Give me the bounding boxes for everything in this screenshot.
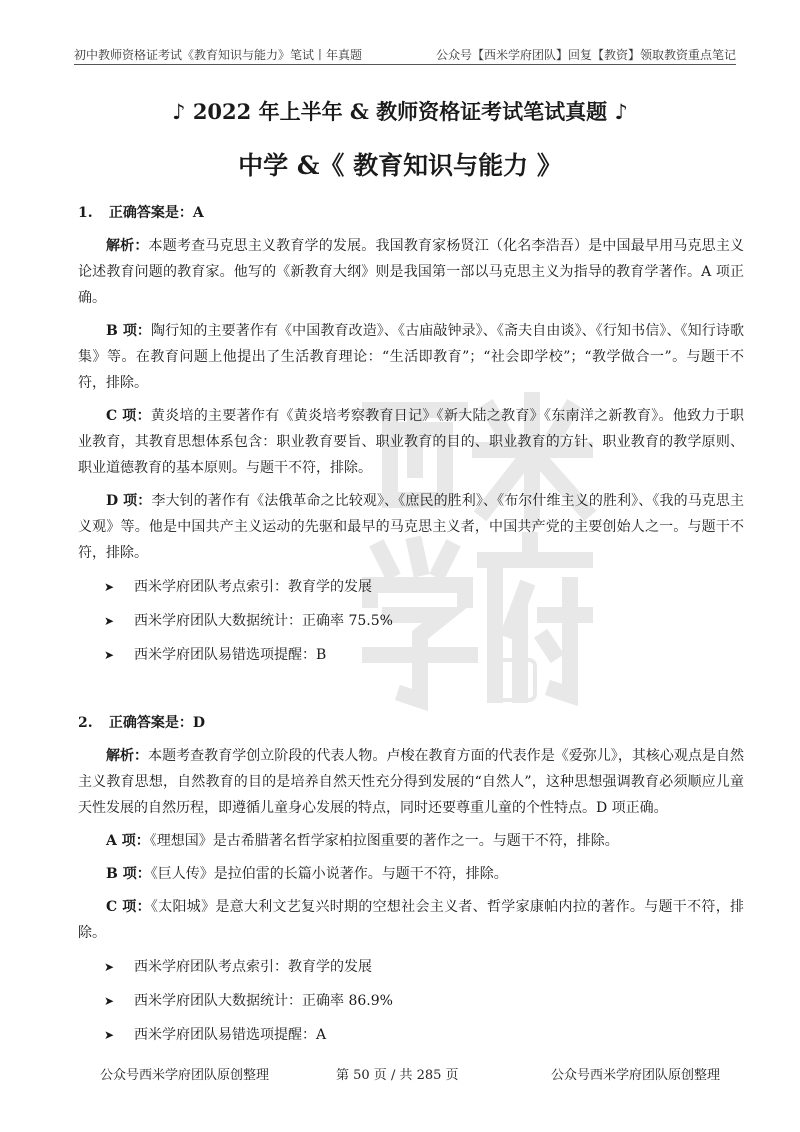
question-1-number: 1. [78,205,93,221]
analysis-label: 解析： [106,748,149,764]
footer-left-text: 公众号西米学府团队原创整理 [100,1068,270,1083]
question-2-option-b [78,861,744,887]
question-1-option-d [78,488,744,566]
option-label: C 项： [106,899,151,915]
question-2-analysis [78,743,744,821]
document-subtitle: 中学 &《 教育知识与能力 》 [238,151,562,180]
question-1-option-c [78,403,744,481]
arrow-bullet-icon: ➤ [104,614,115,628]
option-label: A 项： [106,833,150,849]
note-item: ➤ 西米学府团队考点索引：教育学的发展 [78,954,744,980]
question-2 [78,710,744,1048]
header-left-text: 初中教师资格证考试《教育知识与能力》笔试丨年真题 [74,48,363,62]
option-text: 《理想国》是古希腊著名哲学家柏拉图重要的著作之一。与题干不符，排除。 [149,833,619,849]
question-2-answer: 正确答案是：D [108,715,206,731]
note-item: ➤ 西米学府团队大数据统计：正确率 75.5% [78,608,744,634]
note-item: ➤ 西米学府团队易错选项提醒：A [78,1022,744,1048]
option-text: 黄炎培的主要著作有《黄炎培考察教育日记》《新大陆之教育》《东南洋之新教育》。他致力于职业教育，其教育思想体系包含：职业教育要旨、职业教育的目的、职业教育的方针、职业教育的教学原则、职业道德教育的基本原则。与题干不符，排除。 [78,408,744,476]
option-label: C 项： [106,408,151,424]
analysis-label: 解析： [106,238,149,254]
question-1-heading [78,200,744,226]
note-item: ➤ 西米学府团队大数据统计：正确率 86.9% [78,988,744,1014]
option-label: B 项： [106,323,152,339]
question-2-option-a [78,828,744,854]
page-header [74,44,736,65]
option-text: 《太阳城》是意大利文艺复兴时期的空想社会主义者、哲学家康帕内拉的著作。与题干不符，排除。 [78,899,744,941]
note-item: ➤ 西米学府团队考点索引：教育学的发展 [78,574,744,600]
arrow-bullet-icon: ➤ [104,960,115,974]
question-2-heading [78,710,744,736]
option-text: 李大钊的著作有《法俄革命之比较观》、《庶民的胜利》、《布尔什维主义的胜利》、《我的马克思主义观》等。他是中国共产主义运动的先驱和最早的马克思主义者，中国共产党的主要创始人之一。与题干不符，排除。 [78,493,745,561]
analysis-text: 本题考查教育学创立阶段的代表人物。卢梭在教育方面的代表作是《爱弥儿》，其核心观点是自然主义教育思想，自然教育的目的是培养自然天性充分得到发展的“自然人”，这种思想强调教育必须顺应儿童天性发展的自然历程，即遵循儿童身心发展的特点，同时还要尊重儿童的个性特点。D 项正确。 [78,748,745,816]
question-1-notes [78,574,744,668]
arrow-bullet-icon: ➤ [104,648,115,662]
question-2-option-c [78,894,744,946]
question-2-number: 2. [78,715,93,731]
option-label: D 项： [106,493,152,509]
question-1-option-b [78,318,744,396]
arrow-bullet-icon: ➤ [104,994,115,1008]
arrow-bullet-icon: ➤ [104,1028,115,1042]
arrow-bullet-icon: ➤ [104,580,115,594]
question-1-analysis [78,233,744,311]
option-label: B 项： [106,866,151,882]
footer-right-text: 公众号西米学府团队原创整理 [551,1068,721,1083]
option-text: 陶行知的主要著作有《中国教育改造》、《古庙敲钟录》、《斋夫自由谈》、《行知书信》、《知行诗歌集》等。在教育问题上他提出了生活教育理论：“生活即教育”；“社会即学校”；“教学做合一”。与题干不符，排除。 [78,323,744,391]
option-text: 《巨人传》是拉伯雷的长篇小说著作。与题干不符，排除。 [150,866,508,882]
question-1 [78,200,744,668]
document-title: ♪ 2022 年上半年 & 教师资格证考试笔试真题 ♪ [172,99,628,124]
page-number: 第 50 页 / 共 285 页 [336,1068,459,1083]
note-item: ➤ 西米学府团队易错选项提醒：B [78,642,744,668]
question-1-answer: 正确答案是：A [108,205,204,221]
header-right-text: 公众号【西米学府团队】回复【教资】领取教资重点笔记 [435,48,736,62]
analysis-text: 本题考查马克思主义教育学的发展。我国教育家杨贤江（化名李浩吾）是中国最早用马克思主义论述教育问题的教育家。他写的《新教育大纲》则是我国第一部以马克思主义为指导的教育学著作。A 项正确。 [78,238,744,306]
question-2-notes [78,954,744,1048]
